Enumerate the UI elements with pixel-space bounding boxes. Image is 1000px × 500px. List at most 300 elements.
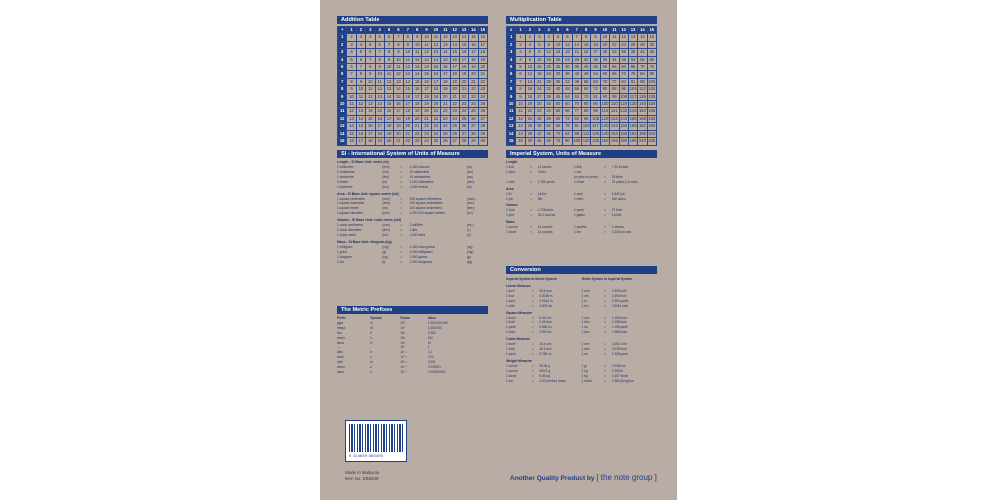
- grid-cell: 18: [450, 71, 459, 78]
- grid-row: [338, 71, 488, 78]
- grid-header-cell: 4: [544, 27, 553, 34]
- grid-row-header: 13: [338, 123, 347, 130]
- conversion-title: Conversion: [506, 266, 657, 274]
- grid-cell: 60: [553, 115, 562, 122]
- grid-cell: 28: [572, 56, 581, 63]
- grid-cell: 150: [601, 138, 609, 144]
- grid-cell: 42: [563, 78, 572, 85]
- grid-row: [507, 108, 657, 115]
- grid-cell: 18: [366, 138, 375, 145]
- grid-header-cell: 10: [431, 27, 440, 34]
- table-cell: =: [531, 363, 534, 368]
- grid-cell: 36: [619, 49, 628, 56]
- table-cell: 1.609 km: [539, 303, 553, 308]
- grid-cell: 48: [619, 56, 628, 63]
- table-cell: =: [604, 225, 606, 230]
- grid-cell: 26: [450, 130, 459, 137]
- grid-cell: 56: [582, 78, 591, 85]
- grid-cell: 18: [591, 41, 600, 48]
- conversion-body: [506, 284, 657, 384]
- grid-cell: 88: [610, 86, 619, 93]
- grid-cell: 25: [459, 115, 468, 122]
- grid-header-cell: 4: [375, 27, 384, 34]
- grid-header-cell: 13: [628, 27, 637, 34]
- grid-cell: 72: [582, 93, 591, 100]
- grid-cell: 108: [592, 115, 600, 121]
- grid-cell: 112: [639, 86, 646, 92]
- grid-cell: 15: [535, 64, 544, 71]
- grid-cell: 182: [629, 130, 637, 136]
- grid-cell: 140: [638, 101, 646, 107]
- grid-cell: 10: [553, 41, 562, 48]
- grid-cell: 17: [366, 130, 375, 137]
- grid-cell: 14: [459, 34, 468, 41]
- grid-cell: 9: [535, 49, 544, 56]
- table-cell: 0.394 inch: [611, 293, 627, 298]
- grid-cell: 60: [647, 56, 656, 63]
- table-cell: 1 foot: [506, 293, 514, 298]
- table-cell: 6.45 cm²: [539, 315, 552, 320]
- table-cell: 1 decimetre: [337, 174, 354, 179]
- prefix-cell: 10: [427, 340, 432, 345]
- grid-cell: 21: [450, 93, 459, 100]
- grid-cell: 15: [356, 123, 365, 130]
- grid-cell: 15: [459, 41, 468, 48]
- prefix-cell: n: [370, 369, 372, 374]
- grid-cell: 120: [601, 115, 609, 121]
- table-cell: (g): [382, 249, 387, 254]
- table-cell: 1 mile: [506, 179, 515, 184]
- grid-cell: 35: [553, 78, 562, 85]
- table-cell: =: [400, 179, 403, 184]
- grid-cell: 27: [535, 93, 544, 100]
- grid-cell: 21: [478, 71, 487, 78]
- grid-cell: 168: [620, 130, 628, 136]
- table-cell: 1 square decimetre: [337, 201, 365, 206]
- grid-cell: 28: [459, 138, 468, 145]
- grid-cell: 16: [356, 130, 365, 137]
- grid-cell: 22: [403, 138, 412, 145]
- grid-cell: 8: [544, 41, 553, 48]
- table-cell: 9.29 dm²: [539, 320, 552, 325]
- table-cell: 1 tonne: [581, 378, 593, 383]
- grid-cell: 169: [629, 123, 637, 129]
- grid-cell: 182: [638, 123, 646, 129]
- grid-cell: 40: [600, 56, 609, 63]
- table-row: [506, 379, 657, 384]
- grid-row-header: 9: [507, 93, 516, 100]
- grid-cell: 16: [394, 101, 403, 108]
- prefix-cell: 10⁹: [400, 320, 406, 325]
- table-cell: 1.196 yard²: [611, 325, 628, 330]
- table-cell: =: [530, 208, 533, 213]
- grid-cell: 112: [582, 130, 590, 136]
- grid-cell: 117: [629, 93, 637, 99]
- grid-cell: 20: [553, 56, 562, 63]
- section-heading: Mass: [506, 220, 515, 225]
- grid-cell: 33: [610, 49, 619, 56]
- grid-cell: 50: [553, 101, 562, 108]
- grid-cell: 98: [638, 78, 647, 85]
- grid-header-cell: 11: [441, 27, 450, 34]
- table-cell: 14 pounds: [537, 230, 553, 235]
- prefix-cell: mega: [337, 325, 345, 330]
- table-cell: 16.4 cm³: [539, 342, 552, 347]
- grid-cell: 27: [450, 138, 459, 145]
- table-cell: 2.59 km²: [539, 330, 552, 335]
- grid-cell: 22: [450, 101, 459, 108]
- table-cell: =: [530, 179, 533, 184]
- table-cell: =: [604, 208, 606, 213]
- grid-cell: 154: [610, 130, 618, 136]
- grid-row-header: 14: [507, 130, 516, 137]
- grid-operator-symbol: +: [338, 27, 347, 34]
- grid-cell: 64: [582, 86, 591, 93]
- grid-row-header: 15: [507, 138, 516, 145]
- table-cell: =: [530, 191, 533, 196]
- table-cell: 144in²: [537, 191, 547, 196]
- grid-row: [507, 86, 657, 93]
- grid-cell: 24: [525, 115, 534, 122]
- table-cell: 4,840 yd²: [611, 191, 625, 196]
- grid-cell: 13: [413, 64, 422, 71]
- table-cell: (dm³): [382, 228, 390, 233]
- grid-row: [338, 138, 488, 145]
- grid-cell: 12: [525, 71, 534, 78]
- grid-cell: 7: [356, 64, 365, 71]
- table-cell: 1 yd²: [506, 196, 514, 201]
- grid-operator-symbol: x: [507, 27, 516, 34]
- grid-cell: 54: [591, 71, 600, 78]
- grid-cell: 22: [413, 130, 422, 137]
- grid-cell: 10: [525, 64, 534, 71]
- grid-cell: 36: [544, 93, 553, 100]
- grid-header-cell: 1: [516, 27, 525, 34]
- grid-row: [507, 41, 657, 48]
- grid-cell: 96: [619, 86, 628, 93]
- grid-cell: 10: [413, 41, 422, 48]
- grid-cell: 23: [478, 86, 487, 93]
- table-cell: 1 kilometre: [337, 184, 353, 189]
- prefix-cell: 1,000,000,000: [427, 320, 448, 325]
- table-cell: 7.92 inches: [611, 165, 628, 169]
- table-cell: =: [604, 298, 606, 303]
- table-cell: (mg): [382, 244, 389, 249]
- grid-row: [338, 130, 488, 137]
- table-cell: =: [530, 169, 533, 174]
- grid-cell: 13: [422, 56, 431, 63]
- table-cell: 1,000 micrograms: [409, 244, 435, 249]
- grid-header-cell: 2: [525, 27, 534, 34]
- grid-cell: 18: [384, 123, 393, 130]
- prefix-cell: 0.000001: [427, 365, 441, 370]
- grid-cell: 13: [441, 41, 450, 48]
- grid-row-header: 8: [338, 86, 347, 93]
- table-cell: =: [604, 165, 606, 169]
- grid-cell: 6: [525, 49, 534, 56]
- prefix-row: [337, 370, 488, 375]
- grid-cell: 63: [572, 93, 581, 100]
- item-number: Item No. EB6549: [345, 476, 379, 481]
- grid-cell: 195: [648, 123, 656, 129]
- grid-cell: 91: [572, 123, 581, 130]
- grid-cell: 130: [629, 101, 637, 107]
- table-cell: 100 square millimetres: [409, 196, 442, 201]
- grid-cell: 165: [648, 108, 656, 114]
- table-row: [337, 233, 488, 238]
- grid-cell: 20: [525, 101, 534, 108]
- grid-cell: 12: [347, 108, 356, 115]
- grid-cell: 19: [422, 101, 431, 108]
- table-cell: 1 milligram: [337, 244, 353, 249]
- table-cell: 1 pound: [506, 225, 518, 230]
- grid-cell: 16: [413, 86, 422, 93]
- grid-cell: 120: [620, 101, 628, 107]
- table-cell: =: [604, 320, 606, 325]
- table-cell: (L): [466, 228, 471, 233]
- grid-cell: 18: [403, 108, 412, 115]
- grid-cell: 24: [441, 123, 450, 130]
- grid-cell: 45: [591, 64, 600, 71]
- table-cell: 1 foot³: [506, 208, 516, 213]
- si-units-body: [337, 160, 488, 265]
- grid-cell: 25: [441, 130, 450, 137]
- table-cell: 12 inches: [537, 165, 552, 169]
- table-cell: 100 square centimetres: [409, 201, 443, 206]
- grid-cell: 120: [648, 86, 656, 92]
- grid-cell: 27: [469, 123, 478, 130]
- grid-cell: 8: [366, 64, 375, 71]
- table-cell: 1 ounce: [506, 363, 518, 368]
- grid-cell: 8: [516, 86, 525, 93]
- grid-cell: 11: [610, 34, 619, 41]
- grid-cell: 22: [610, 41, 619, 48]
- grid-cell: 17: [375, 123, 384, 130]
- table-cell: 0.386 mile²: [611, 330, 628, 335]
- table-cell: 1 yard: [506, 298, 515, 303]
- table-cell: (m²): [466, 211, 473, 216]
- grid-cell: 19: [375, 138, 384, 145]
- grid-cell: 15: [469, 34, 478, 41]
- grid-cell: 15: [413, 78, 422, 85]
- table-cell: =: [400, 196, 403, 201]
- grid-cell: 23: [459, 101, 468, 108]
- grid-header-cell: 9: [591, 27, 600, 34]
- grid-header-row: [507, 27, 657, 34]
- grid-cell: 15: [403, 86, 412, 93]
- grid-cell: 77: [610, 78, 619, 85]
- grid-cell: 180: [620, 138, 628, 144]
- table-cell: =: [530, 225, 533, 230]
- grid-cell: 15: [422, 71, 431, 78]
- grid-cell: 52: [628, 56, 637, 63]
- grid-cell: 117: [592, 123, 599, 129]
- grid-cell: 65: [553, 123, 562, 130]
- grid-row-header: 14: [338, 130, 347, 137]
- grid-cell: 15: [366, 115, 375, 122]
- grid-cell: 50: [600, 64, 609, 71]
- prefix-cell: 1: [427, 345, 430, 350]
- grid-cell: 17: [394, 108, 403, 115]
- prefix-cell: kilo: [337, 330, 342, 335]
- brand-prefix: Another Quality Product by: [510, 475, 595, 482]
- grid-cell: 5: [375, 34, 384, 41]
- table-cell: 1 km: [581, 303, 589, 308]
- grid-cell: 17: [441, 71, 450, 78]
- grid-row: [338, 41, 488, 48]
- table-cell: =: [531, 342, 534, 347]
- grid-cell: 29: [478, 130, 487, 137]
- grid-cell: 15: [347, 130, 356, 137]
- grid-cell: 7: [384, 41, 393, 48]
- grid-cell: 19: [469, 64, 478, 71]
- grid-cell: 65: [628, 64, 637, 71]
- grid-cell: 15: [647, 34, 656, 41]
- table-cell: 1,000 microns: [409, 165, 430, 169]
- table-cell: 27 foot³: [611, 208, 623, 213]
- table-cell: 1 dm²: [581, 320, 590, 325]
- grid-cell: 132: [620, 108, 628, 114]
- grid-cell: 24: [422, 138, 431, 145]
- grid-cell: 6: [347, 64, 356, 71]
- grid-cell: 12: [619, 34, 628, 41]
- table-cell: 1,000 millimetres: [409, 179, 434, 184]
- grid-row: [338, 115, 488, 122]
- grid-cell: 14: [422, 64, 431, 71]
- grid-cell: 20: [459, 78, 468, 85]
- prefix-cell: hecto: [337, 335, 345, 340]
- table-cell: 2,240 pounds: [611, 230, 631, 235]
- table-cell: =: [604, 351, 606, 356]
- grid-cell: 126: [592, 130, 600, 136]
- grid-cell: 143: [629, 108, 637, 114]
- grid-cell: 104: [629, 86, 637, 92]
- grid-row: [338, 34, 488, 41]
- grid-cell: 11: [431, 34, 440, 41]
- grid-cell: 9: [384, 56, 393, 63]
- grid-row: [507, 115, 657, 122]
- grid-cell: 6: [375, 41, 384, 48]
- table-cell: 1,000 grams: [409, 254, 428, 259]
- prefix-cell: 10⁻¹: [400, 350, 407, 355]
- grid-cell: 10: [403, 49, 412, 56]
- multiplication-table-title: Multiplication Table: [506, 16, 657, 24]
- grid-cell: 5: [553, 34, 562, 41]
- table-cell: 1 mile²: [506, 330, 516, 335]
- grid-cell: 23: [431, 123, 440, 130]
- grid-cell: 24: [459, 108, 468, 115]
- grid-cell: 26: [628, 41, 637, 48]
- grid-cell: 5: [347, 56, 356, 63]
- grid-cell: 12: [563, 41, 572, 48]
- grid-cell: 135: [592, 138, 600, 144]
- table-cell: (m²): [382, 206, 389, 211]
- table-cell: 1 ton: [506, 378, 514, 383]
- grid-cell: 20: [394, 130, 403, 137]
- grid-cell: 96: [582, 115, 591, 122]
- grid-cell: 49: [572, 78, 581, 85]
- grid-cell: 28: [478, 123, 487, 130]
- grid-cell: 10: [600, 34, 609, 41]
- table-cell: 0.0353 oz: [611, 363, 626, 368]
- grid-cell: 8: [347, 78, 356, 85]
- grid-row: [507, 34, 657, 41]
- grid-row: [507, 56, 657, 63]
- grid-cell: 16: [347, 138, 356, 145]
- grid-cell: 21: [572, 49, 581, 56]
- grid-cell: 17: [450, 64, 459, 71]
- prefix-cell: u: [370, 365, 372, 370]
- grid-cell: 52: [544, 123, 553, 130]
- grid-row: [507, 138, 657, 145]
- table-cell: =: [400, 259, 403, 264]
- grid-cell: 8: [403, 34, 412, 41]
- grid-cell: 28: [544, 78, 553, 85]
- grid-cell: 30: [563, 64, 572, 71]
- barcode: [345, 420, 407, 462]
- table-cell: (t): [382, 259, 386, 264]
- grid-cell: 11: [356, 93, 365, 100]
- table-cell: 1 mile: [506, 303, 515, 308]
- grid-cell: 40: [553, 86, 562, 93]
- table-cell: 1.094 yards: [611, 298, 629, 303]
- table-row: [337, 211, 488, 216]
- grid-header-cell: 6: [394, 27, 403, 34]
- table-cell: 1,000 milligrams: [409, 249, 433, 254]
- grid-cell: 15: [394, 93, 403, 100]
- grid-row-header: 11: [338, 108, 347, 115]
- grid-header-cell: 6: [563, 27, 572, 34]
- grid-header-cell: 12: [450, 27, 459, 34]
- grid-cell: 4: [516, 56, 525, 63]
- grid-cell: 81: [591, 93, 600, 100]
- metric-prefixes-title: The Metric Prefixes: [337, 306, 488, 314]
- grid-cell: 21: [535, 78, 544, 85]
- table-cell: 8 pints: [611, 213, 622, 218]
- table-cell: =: [531, 298, 534, 303]
- table-cell: 2 stones: [611, 225, 624, 230]
- grid-cell: 48: [582, 71, 591, 78]
- table-cell: =: [604, 315, 606, 320]
- table-cell: 1 square kilometre: [337, 211, 364, 216]
- table-cell: 1,728 inch³: [537, 208, 554, 213]
- conversion-panel: [506, 266, 657, 384]
- table-cell: 1 yard³: [573, 208, 584, 213]
- table-cell: 1 litre: [409, 228, 418, 233]
- grid-cell: 36: [535, 115, 544, 122]
- grid-cell: 10: [366, 78, 375, 85]
- grid-cell: 14: [450, 41, 459, 48]
- prefix-cell: m: [370, 360, 373, 365]
- table-cell: =: [530, 213, 533, 218]
- grid-cell: 15: [441, 56, 450, 63]
- grid-cell: 105: [648, 78, 656, 84]
- grid-cell: 24: [431, 130, 440, 137]
- prefix-cell: 10³: [400, 330, 406, 335]
- grid-cell: 10: [394, 56, 403, 63]
- grid-row-header: 13: [507, 123, 516, 130]
- grid-cell: 6: [356, 56, 365, 63]
- prefix-cell: d: [370, 350, 372, 355]
- table-cell: 1 dm³: [581, 347, 590, 352]
- grid-cell: 8: [375, 56, 384, 63]
- grid-row-header: 15: [338, 138, 347, 145]
- table-cell: 0.984 (long) ton: [611, 378, 634, 383]
- table-cell: (mm): [466, 179, 475, 184]
- grid-row: [507, 101, 657, 108]
- grid-cell: 18: [563, 49, 572, 56]
- grid-row-header: 10: [338, 101, 347, 108]
